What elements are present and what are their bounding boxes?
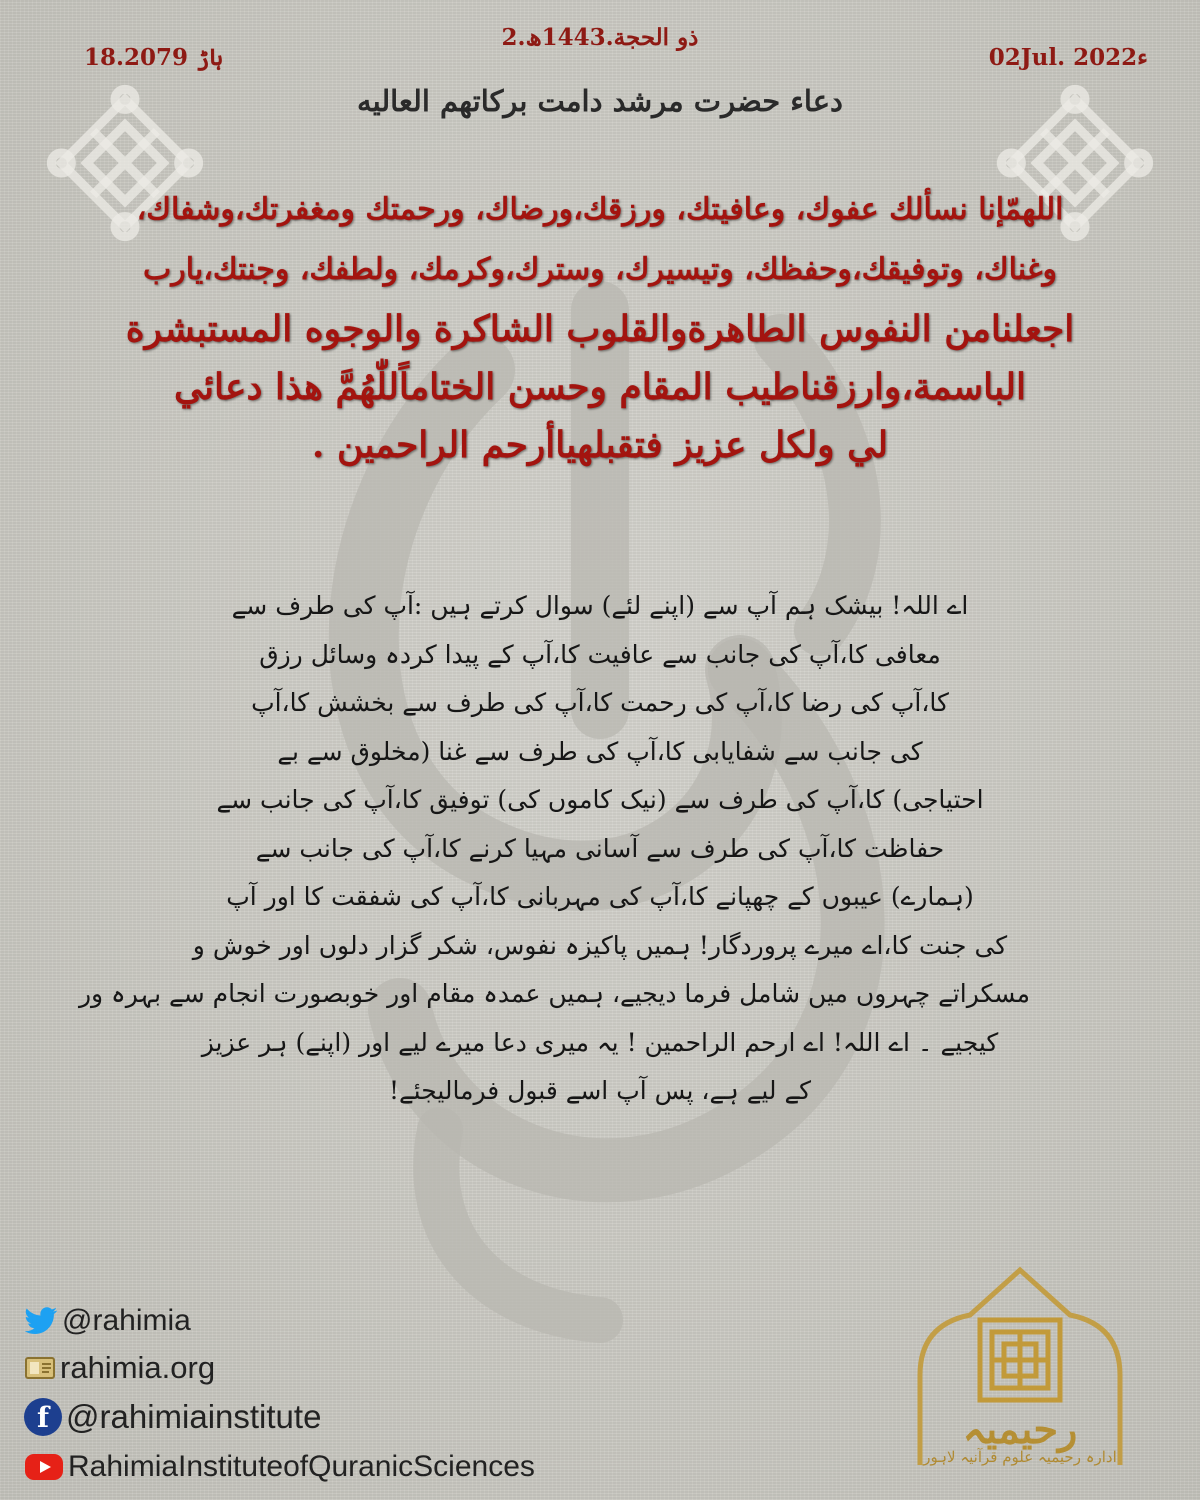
logo-wordmark: رحیمیہ (962, 1406, 1078, 1453)
twitter-icon (24, 1307, 58, 1335)
arabic-line: الباسمة،وارزقناطيب المقام وحسن الختاماًللّٰهُمَّ هذا دعائي (174, 366, 1026, 408)
website-url: rahimia.org (60, 1350, 216, 1385)
web-icon (24, 1354, 56, 1382)
date-gregorian: 02Jul. 2022ء (988, 44, 1148, 71)
twitter-link[interactable] (24, 1304, 191, 1338)
urdu-translation (78, 582, 1030, 1116)
urdu-line: کیجیے ۔ اے اللہ! اے ارحم الراحمین ! یہ میری دعا میرے لیے اور (اپنے) ہر عزیز (201, 1027, 999, 1057)
arabic-line: لي ولكل عزيز فتقبلهياأرحم الراحمين . (311, 424, 889, 466)
urdu-line: (ہمارے) عیبوں کے چھپانے کا،آپ کی مہربانی کا،آپ کی شفقت کا اور آپ (226, 882, 974, 911)
page-title: دعاء حضرت مرشد دامت برکاتهم العاليه (357, 84, 843, 118)
urdu-line: کا،آپ کی رضا کا،آپ کی رحمت کا،آپ کی طرف سے بخشش کا،آپ (251, 688, 949, 717)
website-link[interactable] (24, 1350, 215, 1386)
urdu-line: مسکراتے چہروں میں شامل فرما دیجیے، ہمیں عمدہ مقام اور خوبصورت انجام سے بہرہ ور (78, 979, 1030, 1008)
urdu-line: احتیاجی) کا،آپ کی طرف سے (نیک کاموں کی) توفیق کا،آپ کی جانب سے (216, 785, 984, 814)
arabic-dua (65, 180, 1135, 474)
facebook-handle: @rahimiainstitute (66, 1398, 322, 1435)
urdu-line: اے اللہ! بیشک ہم آپ سے (اپنے لئے) سوال کرتے ہیں :آپ کی طرف سے (231, 591, 969, 620)
urdu-line: معافی کا،آپ کی جانب سے عافیت کا،آپ کے پیدا کردہ وسائل رزق (259, 639, 941, 669)
date-hijri: 2.ذو الحجة.1443ھ (501, 24, 699, 51)
urdu-line: کی جنت کا،اے میرے پروردگار! ہمیں پاکیزہ نفوس، شکر گزار دلوں اور خوش و (192, 930, 1008, 960)
arabic-line: اجعلنامن النفوس الطاهرةوالقلوب الشاكرة والوجوه المستبشرة (125, 308, 1075, 350)
urdu-line: حفاظت کا،آپ کی طرف سے آسانی مہیا کرنے کا،آپ کی جانب سے (255, 833, 945, 863)
twitter-handle: @rahimia (62, 1304, 191, 1337)
arabic-line: اللهمّإنا نسألك عفوك، وعافيتك، ورزقك،ورضاك، ورحمتك ومغفرتك،وشفاك، (136, 192, 1064, 227)
youtube-link[interactable] (24, 1450, 535, 1484)
facebook-link[interactable] (24, 1398, 321, 1436)
youtube-icon (24, 1452, 64, 1482)
urdu-line: کی جانب سے شفایابی کا،آپ کی طرف سے غنا (مخلوق سے بے (277, 736, 923, 766)
date-desi: 18.ہاڑ 2079 (84, 44, 223, 71)
arabic-line: وغناك، وتوفيقك،وحفظك، وتيسيرك، وسترك،وكرمك، ولطفك، وجنتك،يارب (142, 252, 1058, 287)
urdu-line: کے لیے ہے، پس آپ اسے قبول فرمالیجئے! (388, 1076, 812, 1105)
logo-caption: ادارہ رحیمیہ علوم قرآنیہ لاہور (923, 1448, 1117, 1466)
facebook-icon: f (24, 1398, 62, 1436)
youtube-channel: RahimiaInstituteofQuranicSciences (68, 1450, 535, 1483)
